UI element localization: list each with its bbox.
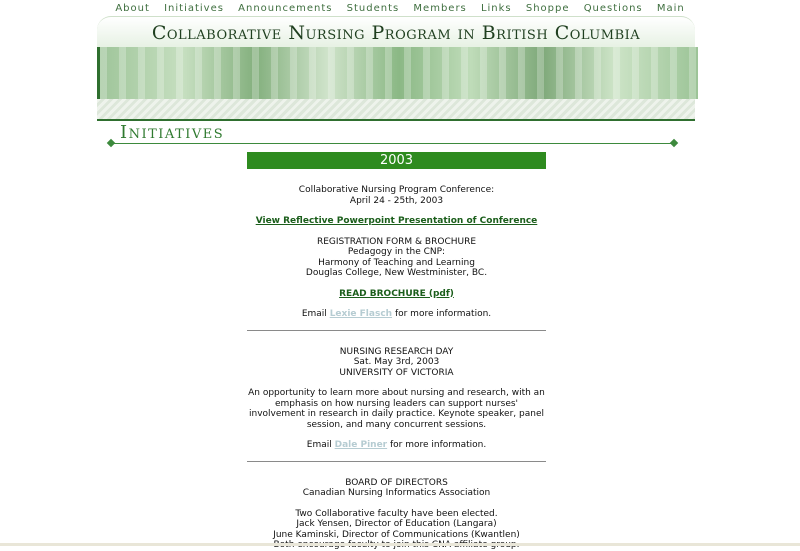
nav-students[interactable]: Students (346, 3, 400, 14)
nav-initiatives[interactable]: Initiatives (164, 3, 224, 14)
email-suffix: for more information. (390, 440, 487, 450)
contact-link-lexie[interactable]: Lexie Flasch (329, 309, 393, 319)
presentation-link[interactable]: View Reflective Powerpoint Presentation of Conference (255, 216, 538, 226)
email-suffix: for more information. (394, 309, 492, 319)
board-title: BOARD OF DIRECTORS (345, 477, 448, 488)
conference-line-2: Harmony of Teaching and Learning (318, 257, 475, 268)
rule-end-right (670, 139, 678, 147)
board-org: Canadian Nursing Informatics Association (302, 488, 491, 498)
conference-title: Collaborative Nursing Program Conference: (298, 185, 495, 195)
nav-about[interactable]: About (115, 3, 150, 14)
board-line-3: June Kaminski, Director of Communications (Kwantlen) (273, 529, 520, 540)
email-prefix: Email (301, 309, 327, 319)
conference-line-1: Pedagogy in the CNP: (347, 247, 446, 257)
research-location: UNIVERSITY OF VICTORIA (339, 367, 454, 378)
research-contact (247, 440, 546, 451)
board-block (247, 478, 546, 551)
nav-links[interactable]: Links (480, 3, 512, 14)
research-date: Sat. May 3rd, 2003 (353, 357, 440, 367)
site-title: Collaborative Nursing Program in British Columbia (151, 22, 641, 44)
top-nav (0, 3, 800, 14)
banner-title-bar (97, 16, 695, 48)
contact-link-dale[interactable]: Dale Piner (334, 440, 388, 450)
nav-announcements[interactable]: Announcements (238, 3, 333, 14)
board-line-1: Two Collaborative faculty have been elected. (295, 508, 498, 519)
year-bar: 2003 (247, 152, 546, 169)
nav-questions[interactable]: Questions (583, 3, 643, 14)
conference-dates: April 24 - 25th, 2003 (349, 195, 444, 206)
research-title: NURSING RESEARCH DAY (339, 346, 454, 357)
brochure-link[interactable]: READ BROCHURE (pdf) (339, 288, 454, 299)
research-description: An opportunity to learn more about nursing and research, with an emphasis on how nursing leaders can support nurses' involvement in research in daily practice. Keynote speaker, panel session, and many concurrent sessions. (248, 388, 545, 430)
email-prefix: Email (306, 440, 332, 450)
initiatives-content (247, 152, 546, 551)
nav-members[interactable]: Members (413, 3, 467, 14)
section-divider (247, 461, 546, 462)
conference-contact (247, 309, 546, 320)
banner-texture (97, 99, 695, 119)
registration-heading: REGISTRATION FORM & BROCHURE (316, 236, 477, 247)
conference-line-3: Douglas College, New Westminister, BC. (305, 268, 488, 278)
heading-rule (110, 143, 676, 144)
nav-main[interactable]: Main (656, 3, 685, 14)
board-line-2: Jack Yensen, Director of Education (Langara) (296, 519, 497, 529)
page-title: Initiatives (120, 122, 225, 143)
research-day-block (247, 347, 546, 451)
section-divider (247, 330, 546, 331)
conference-block (247, 185, 546, 320)
banner-photo-collage (97, 47, 698, 99)
banner-divider (97, 119, 695, 121)
site-banner (97, 16, 695, 107)
nav-shoppe[interactable]: Shoppe (525, 3, 570, 14)
